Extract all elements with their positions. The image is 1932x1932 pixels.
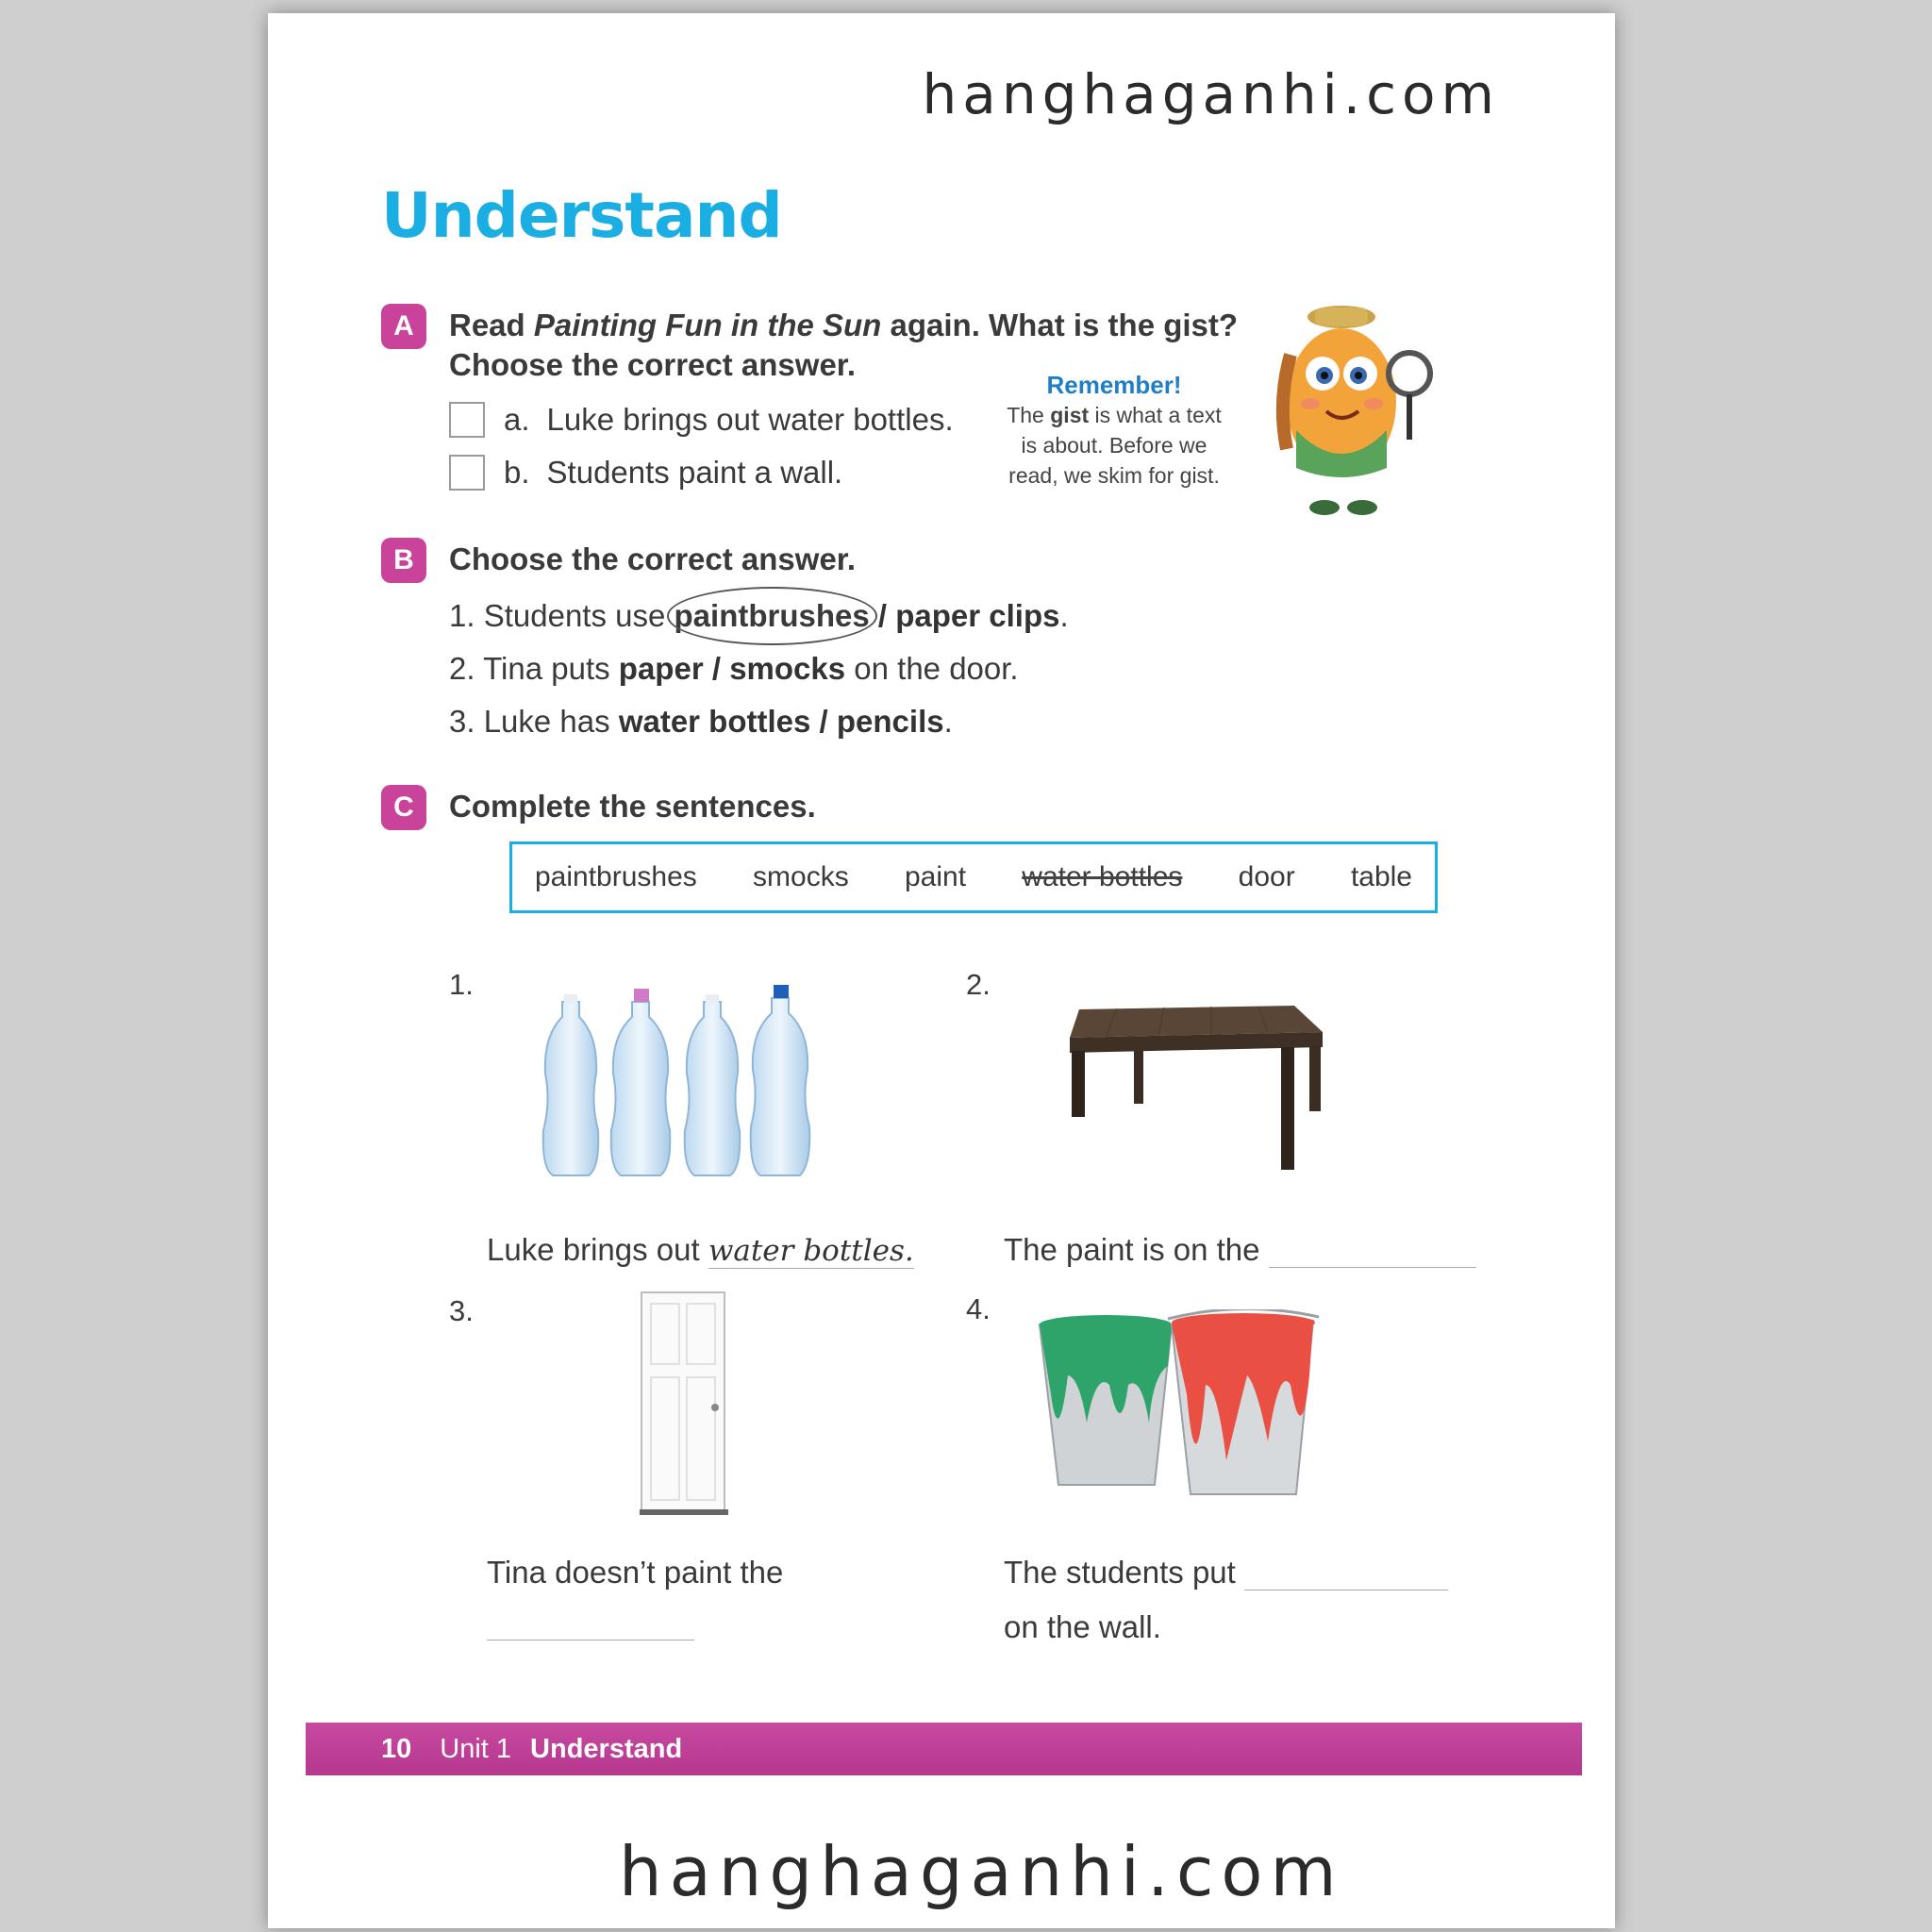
exercise-1-number: 1. (449, 968, 474, 1001)
remember-note: Remember! The gist is what a text is about. Before we read, we skim for gist. (1007, 371, 1222, 488)
choice-option[interactable]: paper clips (895, 598, 1060, 633)
choice-option[interactable]: water bottles (618, 704, 811, 739)
word-bank-item: smocks (753, 861, 849, 892)
exercise-1-sentence: Luke brings out water bottles. (487, 1232, 914, 1268)
exercise-3-number: 3. (449, 1294, 474, 1327)
option-b[interactable] (449, 455, 842, 491)
option-a-letter: a. (504, 402, 530, 437)
choice-option[interactable]: smocks (729, 651, 846, 686)
page-number: 10 (381, 1733, 412, 1764)
exercise-3-sentence: Tina doesn’t paint the (487, 1555, 784, 1590)
option-b-checkbox[interactable] (449, 455, 485, 491)
section-b-badge: B (381, 538, 426, 583)
option-a[interactable] (449, 402, 954, 438)
section-c-badge: C (381, 785, 426, 830)
choice-option[interactable]: pencils (836, 704, 944, 739)
word-bank-item: paintbrushes (535, 861, 697, 892)
workbook-page (268, 13, 1615, 1928)
exercise-1-answer-field[interactable]: water bottles. (708, 1234, 914, 1268)
exercise-2-answer-field[interactable] (1269, 1239, 1476, 1268)
word-bank-item: paint (904, 861, 967, 892)
remember-heading: Remember! (1046, 371, 1182, 399)
section-a-instruction-line1: Read Painting Fun in the Sun again. What is the gist? (449, 308, 1239, 342)
exercise-4-sentence: The students put (1004, 1555, 1448, 1591)
detective-mascot-illustration (1268, 298, 1438, 525)
section-a-instruction-line2: Choose the correct answer. (449, 347, 856, 382)
exercise-2-sentence: The paint is on the (1004, 1232, 1476, 1268)
paint-buckets-image (1030, 1309, 1370, 1507)
word-bank-item: table (1350, 861, 1412, 892)
exercise-4-answer-field[interactable] (1244, 1561, 1448, 1591)
watermark-top: hanghaganhi.com (922, 62, 1500, 126)
option-b-text: Students paint a wall. (546, 455, 843, 490)
footer-section: Understand (530, 1733, 683, 1764)
choice-option[interactable]: paper (618, 651, 704, 686)
section-b-item-1: 1. Students use paintbrushes / paper clips. (449, 598, 1069, 633)
option-a-text: Luke brings out water bottles. (546, 402, 954, 437)
section-b-item-2: 2. Tina puts paper / smocks on the door. (449, 651, 1019, 686)
page-title: Understand (381, 179, 782, 252)
door-image (640, 1291, 728, 1517)
word-bank (509, 841, 1438, 913)
section-c-instruction: Complete the sentences. (449, 789, 816, 824)
circled-answer[interactable]: paintbrushes (674, 598, 870, 633)
exercise-4-number: 4. (966, 1292, 991, 1325)
option-b-letter: b. (504, 455, 530, 490)
section-a-badge: A (381, 304, 426, 349)
word-bank-item-used: water bottles (1022, 861, 1183, 892)
section-b-instruction: Choose the correct answer. (449, 541, 856, 576)
watermark-bottom: hanghaganhi.com (619, 1832, 1344, 1911)
exercise-2-number: 2. (966, 968, 991, 1001)
section-b-item-3: 3. Luke has water bottles / pencils. (449, 704, 953, 739)
page-footer-bar (306, 1723, 1582, 1775)
table-image (1060, 1000, 1334, 1179)
exercise-3-answer-field[interactable] (487, 1611, 694, 1641)
footer-unit: Unit 1 (440, 1733, 512, 1764)
word-bank-item: door (1238, 861, 1295, 892)
exercise-4-sentence-end: on the wall. (1004, 1609, 1161, 1644)
water-bottles-image (541, 974, 834, 1187)
option-a-checkbox[interactable] (449, 402, 485, 438)
